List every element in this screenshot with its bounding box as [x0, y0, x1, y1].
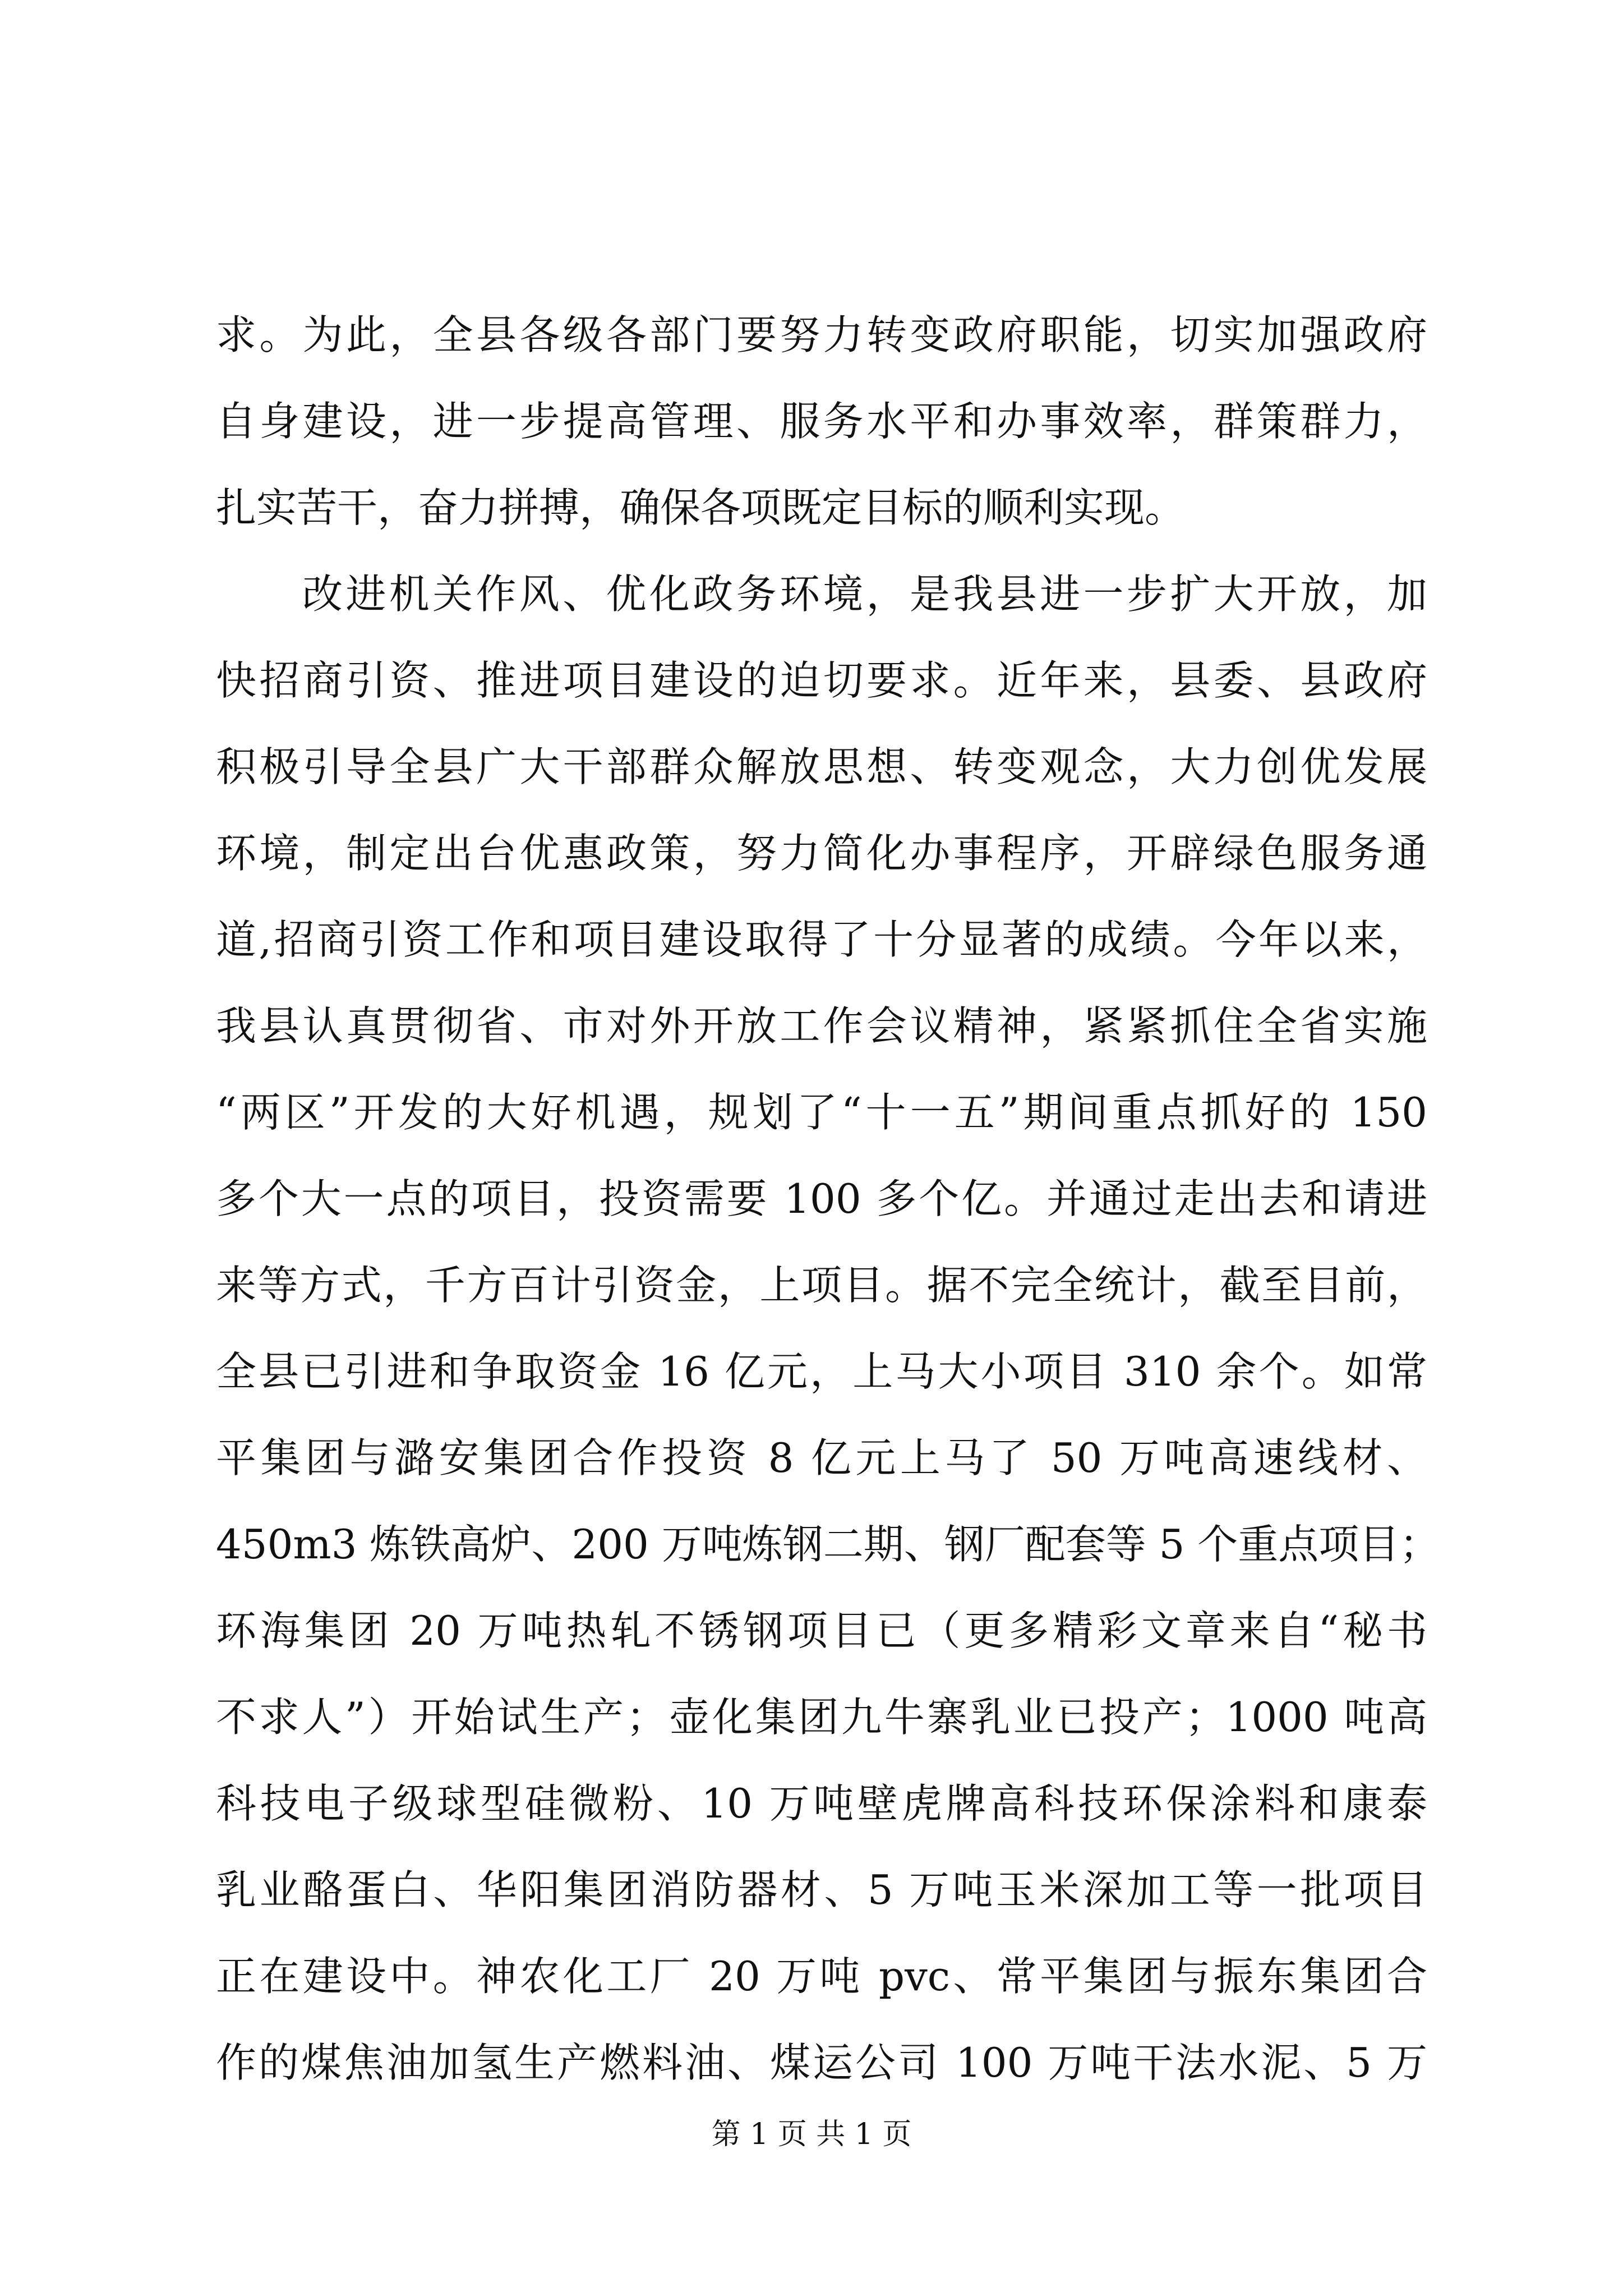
- text-line: 积极引导全县广大干部群众解放思想、转变观念，大力创优发展: [216, 743, 1427, 790]
- document-body: [216, 292, 1440, 2106]
- text-line: 科技电子级球型硅微粉、10 万吨壁虎牌高科技环保涂料和康泰: [216, 1780, 1427, 1827]
- text-line: 多个大一点的项目，投资需要 100 多个亿。并通过走出去和请进: [216, 1175, 1427, 1222]
- text-line: 道,招商引资工作和项目建设取得了十分显著的成绩。今年以来，: [216, 916, 1427, 963]
- text-line: 450m3 炼铁高炉、200 万吨炼钢二期、钢厂配套等 5 个重点项目；: [216, 1521, 1440, 1568]
- text-line: 来等方式，千方百计引资金，上项目。据不完全统计，截至目前，: [216, 1262, 1427, 1309]
- text-line: 改进机关作风、优化政务环境，是我县进一步扩大开放，加: [302, 570, 1427, 618]
- text-line: 自身建设，进一步提高管理、服务水平和办事效率，群策群力，: [216, 398, 1427, 445]
- text-line: 正在建设中。神农化工厂 20 万吨 pvc、常平集团与振东集团合: [216, 1953, 1427, 2000]
- text-line: 全县已引进和争取资金 16 亿元，上马大小项目 310 余个。如常: [216, 1348, 1427, 1395]
- text-line: 我县认真贯彻省、市对外开放工作会议精神，紧紧抓住全省实施: [216, 1002, 1427, 1050]
- text-line: 环境，制定出台优惠政策，努力简化办事程序，开辟绿色服务通: [216, 830, 1427, 877]
- text-line: 环海集团 20 万吨热轧不锈钢项目已（更多精彩文章来自“秘书: [216, 1607, 1427, 1654]
- page-footer: [0, 2115, 1623, 2154]
- text-line: “两区”开发的大好机遇，规划了“十一五”期间重点抓好的 150: [216, 1089, 1427, 1136]
- text-line: 乳业酪蛋白、华阳集团消防器材、5 万吨玉米深加工等一批项目: [216, 1866, 1427, 1913]
- text-line: 求。为此，全县各级各部门要努力转变政府职能，切实加强政府: [216, 311, 1427, 358]
- page-number-label: 第 1 页 共 1 页: [711, 2118, 912, 2151]
- paragraph: [216, 551, 1440, 2106]
- text-line: 快招商引资、推进项目建设的迫切要求。近年来，县委、县政府: [216, 657, 1427, 704]
- paragraph: [216, 292, 1427, 551]
- text-line: 平集团与潞安集团合作投资 8 亿元上马了 50 万吨高速线材、: [216, 1434, 1427, 1481]
- text-line: 作的煤焦油加氢生产燃料油、煤运公司 100 万吨干法水泥、5 万: [216, 2039, 1427, 2086]
- text-line: 不求人”）开始试生产；壶化集团九牛寨乳业已投产；1000 吨高: [216, 1694, 1427, 1741]
- text-line: 扎实苦干，奋力拼搏，确保各项既定目标的顺利实现。: [216, 484, 1186, 531]
